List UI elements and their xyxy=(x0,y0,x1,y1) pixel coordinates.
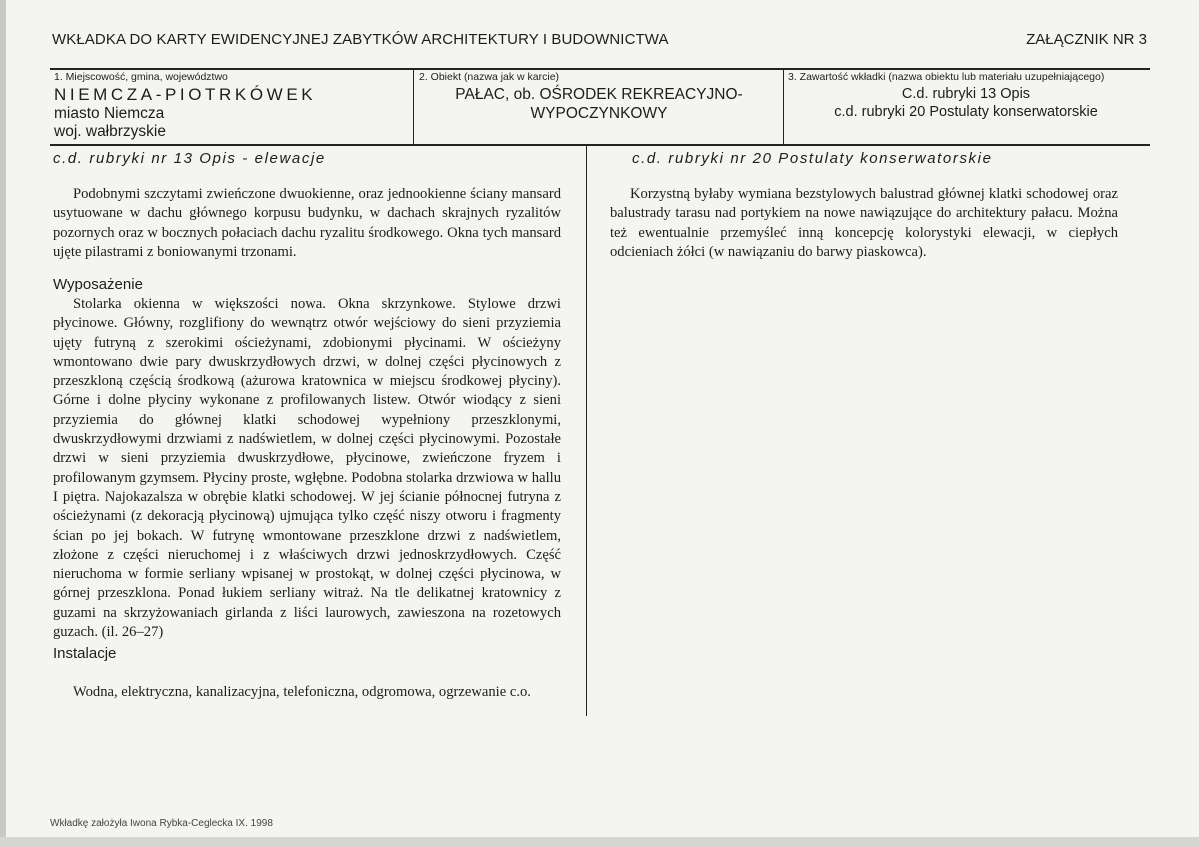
conservation-paragraph: Korzystną byłaby wymiana bezstylowych balustrad głównej klatki schodowej oraz balustrady tarasu nad portykiem na nowe nawiązujące do architektury pałacu. Można też ewentualnie przemyśleć inną koncepcję kolorystyki elewacji, w ciepłych odcieniach żółci (w nawiązaniu do barwy piaskowca). xyxy=(610,186,1118,260)
right-section-heading: c.d. rubryki nr 20 Postulaty konserwatorskie xyxy=(632,150,993,167)
scan-edge-bottom xyxy=(0,837,1199,847)
installations-heading: Instalacje xyxy=(53,645,117,662)
content-label: 3. Zawartość wkładki (nazwa obiektu lub materiału uzupełniającego) xyxy=(788,71,1105,83)
object-name-line-1: PAŁAC, ob. OŚRODEK REKREACYJNO- xyxy=(455,86,743,103)
scan-edge-left xyxy=(0,0,6,847)
annex-number: ZAŁĄCZNIK NR 3 xyxy=(1026,31,1147,48)
left-section-heading: c.d. rubryki nr 13 Opis - elewacje xyxy=(53,150,326,167)
location-name: NIEMCZA-PIOTRKÓWEK xyxy=(54,85,317,104)
box-divider-1 xyxy=(413,69,414,144)
elevation-paragraph: Podobnymi szczytami zwieńczone dwuokienne, oraz jednookienne ściany mansard usytuowane w dachu głównego korpusu budynku, w dachach skrajnych ryzalitów pozornych oraz w bocznych połaciach dachu ryzalitu środkowego. Okna tych mansard ujęte pilastrami z boniowanymi trzonami. xyxy=(53,186,561,260)
furnishing-heading: Wyposażenie xyxy=(53,276,143,293)
content-value xyxy=(785,85,1147,121)
box-divider-2 xyxy=(783,69,784,144)
location-town: miasto Niemcza xyxy=(54,105,165,122)
location-label: 1. Miejscowość, gmina, województwo xyxy=(54,71,228,83)
header-top-rule xyxy=(50,68,1150,70)
form-title: WKŁADKA DO KARTY EWIDENCYJNEJ ZABYTKÓW ARCHITEKTURY I BUDOWNICTWA xyxy=(52,31,669,48)
content-line-2: c.d. rubryki 20 Postulaty konserwatorskie xyxy=(834,104,1098,120)
installations-paragraph: Wodna, elektryczna, kanalizacyjna, telefoniczna, odgromowa, ogrzewanie c.o. xyxy=(73,684,531,700)
content-line-1: C.d. rubryki 13 Opis xyxy=(901,86,1031,102)
object-name xyxy=(415,85,783,123)
object-label: 2. Obiekt (nazwa jak w karcie) xyxy=(419,71,560,83)
header-bottom-rule xyxy=(50,144,1150,146)
object-name-line-2: WYPOCZYNKOWY xyxy=(530,105,668,122)
furnishing-paragraph: Stolarka okienna w większości nowa. Okna skrzynkowe. Stylowe drzwi płycinowe. Główny, rozglifiony do wewnątrz otwór wejściowy do sieni przyziemia ujęty futryną z szerokimi ościeżynami, zdobionymi płycinami. W ościeżyny wmontowano dwie pary dwuskrzydłowych drzwi, w dolnej części płycinowych z przeszkloną częścią środkową (ażurowa kratownica w miejscu środkowej płyciny). Górne i dolne płyciny wykonane z profilowanych listew. Otwór wiodący z sieni przyziemia do głównej klatki schodowej wypełniony przeszklonymi, dwuskrzydłowymi drzwiami z nadświetlem, w dolnej części płycinowymi. Pozostałe drzwi w sieni przyziemia dwuskrzydłowe, płycinowe, zwieńczone fryzem i profilowanym gzymsem. Płyciny proste, wgłębne. Podobna stolarka drzwiowa w hallu I piętra. Najokazalsza w obrębie klatki schodowej. W jej ścianie północnej futryna z ościeżynami (z dekoracją płycinową) ujmująca tylko część niszy otworu i fragmenty ścian po jej bokach. W futrynę wmontowane przeszklone drzwi z nadświetlem, złożone z części nieruchomej i z właściwych drzwi jednoskrzydłowych. Część nieruchoma w formie serliany wpisanej w prostokąt, w dolnej części płycinowa, w górnej przeszklona. Ponad łukiem serliany witraż. Na tle delikatnej kratownicy z guzami na skrzyżowaniach girlanda z liści laurowych, zawieszona na rozetowych guzach. (il. 26–27) xyxy=(53,296,561,641)
location-voivodeship: woj. wałbrzyskie xyxy=(54,123,166,140)
column-divider xyxy=(586,146,587,716)
footer-note: Wkładkę założyła Iwona Rybka-Ceglecka IX. 1998 xyxy=(50,818,273,829)
